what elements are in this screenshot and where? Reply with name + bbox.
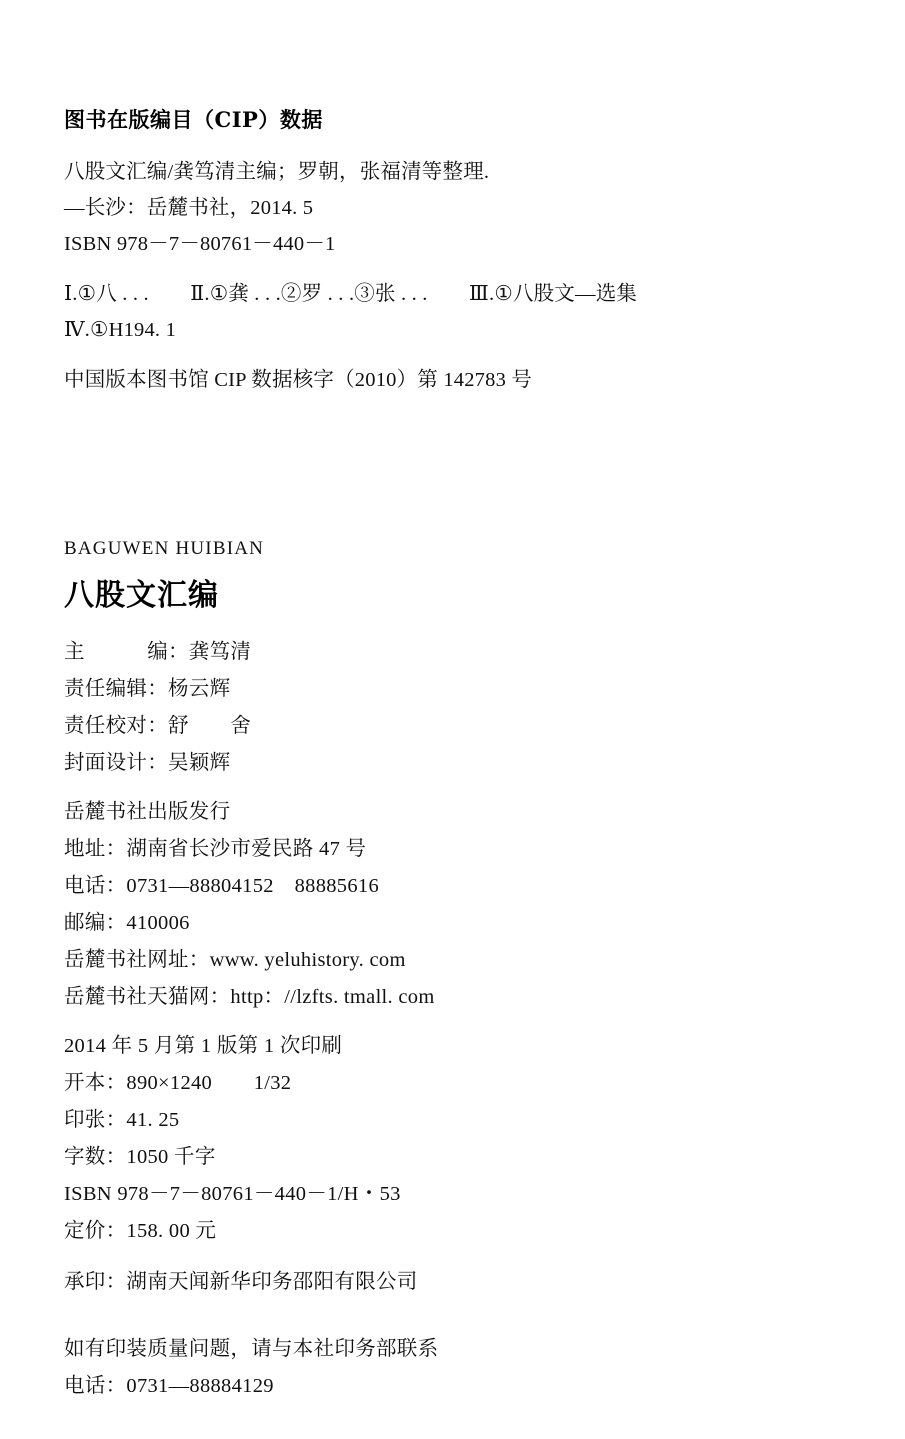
format-line: 开本：890×1240 1/32 bbox=[64, 1072, 292, 1094]
staff-line-proofreader: 责任校对：舒 舍 bbox=[64, 715, 252, 737]
staff-line-responsible-editor: 责任编辑：杨云辉 bbox=[64, 678, 231, 700]
spacer bbox=[64, 1250, 854, 1264]
sheets-line: 印张：41. 25 bbox=[64, 1109, 180, 1131]
printer-line: 承印：湖南天闻新华印务邵阳有限公司 bbox=[64, 1271, 418, 1293]
edition-print-line: 2014 年 5 月第 1 版第 1 次印刷 bbox=[64, 1035, 343, 1057]
word-count-line: 字数：1050 千字 bbox=[64, 1146, 216, 1168]
quality-notice: 如有印装质量问题，请与本社印务部联系 bbox=[64, 1338, 439, 1360]
staff-line-chief-editor: 主 编：龚笃清 bbox=[64, 641, 252, 663]
publisher-name: 岳麓书社出版发行 bbox=[64, 801, 231, 823]
cip-block bbox=[64, 104, 854, 398]
spacer bbox=[64, 262, 854, 276]
cip-heading: 图书在版编目（CIP）数据 bbox=[64, 107, 323, 132]
colophon-block bbox=[64, 538, 854, 1405]
spacer bbox=[64, 1016, 854, 1028]
book-title: 八股文汇编 bbox=[64, 578, 219, 613]
service-phone: 电话：0731—88884129 bbox=[64, 1375, 274, 1397]
cip-line: 八股文汇编/龚笃清主编；罗朝，张福清等整理. bbox=[64, 161, 490, 183]
cip-isbn: ISBN 978－7－80761－440－1 bbox=[64, 233, 336, 255]
cip-classification-line: Ⅰ.①八 . . . Ⅱ.①龚 . . .②罗 . . .③张 . . . Ⅲ.①八股文—选集 bbox=[64, 283, 638, 305]
spacer bbox=[64, 782, 854, 794]
publisher-tmall-store: 岳麓书社天猫网：http：//lzfts. tmall. com bbox=[64, 986, 435, 1008]
publisher-address: 地址：湖南省长沙市爱民路 47 号 bbox=[64, 838, 367, 860]
pinyin-title: BAGUWEN HUIBIAN bbox=[64, 538, 265, 559]
publisher-postcode: 邮编：410006 bbox=[64, 912, 190, 934]
price-line: 定价：158. 00 元 bbox=[64, 1220, 217, 1242]
staff-line-cover-designer: 封面设计：吴颖辉 bbox=[64, 752, 231, 774]
spacer bbox=[64, 348, 854, 362]
publisher-website: 岳麓书社网址：www. yeluhistory. com bbox=[64, 949, 406, 971]
cip-number: 中国版本图书馆 CIP 数据核字（2010）第 142783 号 bbox=[64, 369, 533, 391]
publisher-phone: 电话：0731—88804152 88885616 bbox=[64, 875, 379, 897]
cip-classification-line: Ⅳ.①H194. 1 bbox=[64, 319, 177, 341]
cip-line: —长沙：岳麓书社，2014. 5 bbox=[64, 197, 314, 219]
spacer bbox=[64, 1301, 854, 1331]
isbn-line: ISBN 978－7－80761－440－1/H・53 bbox=[64, 1183, 401, 1205]
